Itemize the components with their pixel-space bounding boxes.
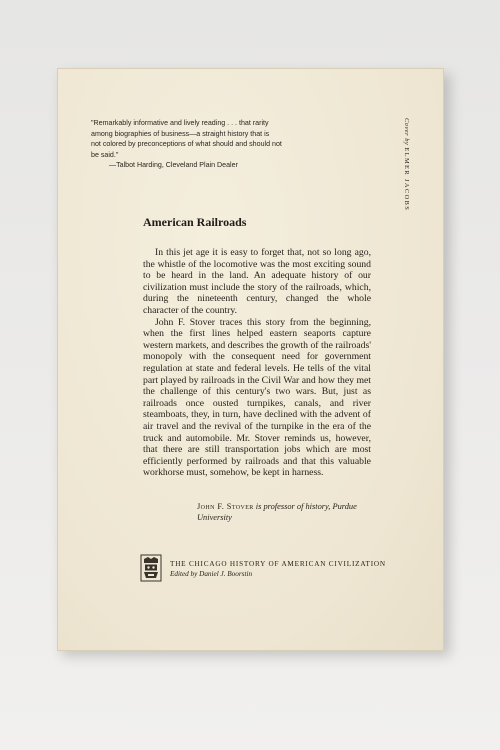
description-paragraph: In this jet age it is easy to forget that, not so long ago, the whistle of the locomotive was the most exciting sound to be heard in the land. An adequate history of our civilization must include the story of the railroads, which, during the nineteenth century, changed the whole character of the country. — [143, 247, 371, 316]
cover-credit-label: Cover by — [403, 118, 410, 146]
description-paragraph: John F. Stover traces this story from the beginning, when the first lines helped eastern seaports capture western markets, and describes the growth of the railroads' monopoly with the consequent need for government regulation at state and federal levels. He tells of the vital part played by railroads in the Civil War and how they met the challenge of this century's two wars. But, just as railroads once ousted turnpikes, canals, and river steamboats, they, in turn, have declined with the advent of air travel and the revival of the turnpike in the era of the truck and automobile. Mr. Stover reminds us, however, that there are still transportation jobs which are most efficiently performed by railroads and that this valuable workhorse must, somehow, be kept in harness. — [143, 316, 371, 479]
review-line: "Remarkably informative and lively reading . . . that rarity — [91, 119, 269, 127]
review-line: among biographies of business—a straight history that is — [91, 129, 270, 138]
author-name: John F. Stover — [197, 502, 254, 511]
review-quote — [91, 118, 321, 171]
review-attribution: —Talbot Harding, Cleveland Plain Dealer — [109, 161, 238, 170]
review-line: be said." — [91, 150, 119, 159]
book-title: American Railroads — [143, 215, 247, 229]
description-body — [143, 247, 371, 479]
review-line: not colored by preconceptions of what should and should not — [91, 140, 282, 149]
series-info — [170, 559, 400, 579]
author-description: is professor of history, Purdue University — [197, 502, 357, 522]
cover-credit-name: ELMER JACOBS — [403, 147, 410, 212]
series-editor: Edited by Daniel J. Boorstin — [170, 570, 253, 578]
series-name: THE CHICAGO HISTORY OF AMERICAN CIVILIZATION — [170, 560, 386, 568]
author-note — [197, 502, 367, 523]
cover-credit — [403, 118, 410, 211]
publisher-emblem-icon — [140, 554, 162, 582]
